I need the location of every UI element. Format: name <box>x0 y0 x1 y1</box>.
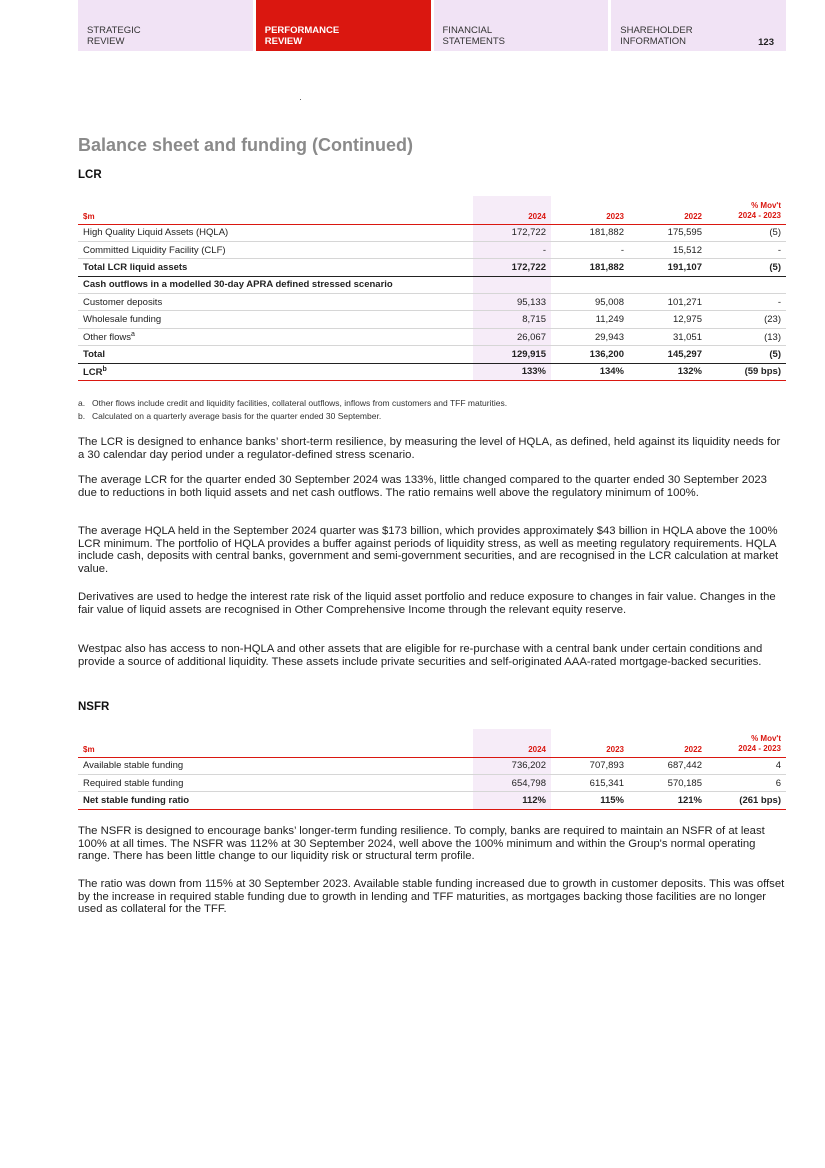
table-row-total-liquid-assets: Total LCR liquid assets 172,722 181,882 191,107 (5) <box>78 259 786 276</box>
lcr-table <box>78 196 786 381</box>
col-header-2022: 2022 <box>629 196 707 224</box>
table-row: Available stable funding 736,202 707,893 687,442 4 <box>78 757 786 774</box>
col-header-2023: 2023 <box>551 729 629 757</box>
table-row-nsfr: Net stable funding ratio 112% 115% 121% (261 bps) <box>78 792 786 809</box>
tab-financial-statements[interactable] <box>434 0 609 51</box>
tab-label: REVIEW <box>264 36 303 47</box>
table-row: Customer deposits 95,133 95,008 101,271 - <box>78 294 786 311</box>
tab-label: FINANCIAL <box>442 25 493 36</box>
table-row: Wholesale funding 8,715 11,249 12,975 (23) <box>78 311 786 328</box>
stray-dot <box>300 99 301 100</box>
table-row: Other flows$^a$ 26,067 29,943 31,051 (13) <box>78 328 786 345</box>
paragraph: Derivatives are used to hedge the interest rate risk of the liquid asset portfolio and reduce exposure to changes in fair value. Changes in the fair value of liquid assets are recognised in Other Comprehensive Income through the relevant equity reserve. <box>78 591 776 616</box>
nsfr-table <box>78 729 786 810</box>
table-row: High Quality Liquid Assets (HQLA) 172,722 181,882 175,595 (5) <box>78 224 786 241</box>
col-header-label: $m <box>78 729 473 757</box>
section-nav <box>78 0 786 51</box>
page-title: Balance sheet and funding (Continued) <box>78 135 414 155</box>
tab-label: REVIEW <box>87 36 125 47</box>
paragraph: The NSFR is designed to encourage banks’ longer-term funding resilience. To comply, banks are required to maintain an NSFR of at least 100% at all times. The NSFR was 112% at 30 September 2024, well above the 100% minimum and within the Group's normal operating range. There has been little change to our liquidity risk or structural term profile. <box>78 825 765 863</box>
table-row: Committed Liquidity Facility (CLF) - - 15,512 - <box>78 241 786 258</box>
col-header-2024: 2024 <box>473 729 551 757</box>
tab-label: STATEMENTS <box>442 36 505 47</box>
footnote-ref: b <box>102 365 107 373</box>
col-header-label: $m <box>78 196 473 224</box>
footnote-b: b. Calculated on a quarterly average basis for the quarter ended 30 September. <box>78 411 382 421</box>
table-row: Required stable funding 654,798 615,341 570,185 6 <box>78 774 786 791</box>
paragraph: Westpac also has access to non-HQLA and other assets that are eligible for re-purchase with a central bank under certain conditions and provide a source of additional liquidity. These assets include private securities and self-originated AAA-rated mortgage-backed securities. <box>78 643 763 668</box>
tab-label: PERFORMANCE <box>264 25 340 36</box>
table-section-row: Cash outflows in a modelled 30-day APRA defined stressed scenario <box>78 276 786 293</box>
tab-shareholder-information[interactable] <box>611 0 786 51</box>
tab-label: SHAREHOLDER <box>620 25 693 36</box>
col-header-movement: % Mov't 2024 - 2023 <box>707 729 786 757</box>
footnote-ref: a <box>131 330 135 338</box>
col-header-2022: 2022 <box>629 729 707 757</box>
paragraph: The LCR is designed to enhance banks’ short-term resilience, by measuring the level of HQLA, as defined, held against its liquidity needs for a 30 calendar day period under a regulator-defined stress scenario. <box>78 436 781 461</box>
tab-strategic-review[interactable] <box>78 0 253 51</box>
lcr-heading: LCR <box>78 169 102 181</box>
table-row-lcr: LCR$^b$ 133% 134% 132% (59 bps) <box>78 363 786 380</box>
col-header-2023: 2023 <box>551 196 629 224</box>
paragraph: The average LCR for the quarter ended 30 September 2024 was 133%, little changed compared to the quarter ended 30 September 2023 due to reductions in both liquid assets and net cash outflows. The ratio remains well above the regulatory minimum of 100%. <box>78 474 767 499</box>
col-header-2024: 2024 <box>473 196 551 224</box>
footnote-a: a. Other flows include credit and liquidity facilities, collateral outflows, inflows from customers and TFF maturities. <box>78 398 508 408</box>
paragraph: The ratio was down from 115% at 30 September 2023. Available stable funding increased due to growth in customer deposits. This was offset by the increase in required stable funding due to growth in lending and TFF maturities, as mortgages backing those facilities are no longer used as collateral for the TFF. <box>78 878 785 916</box>
tab-label: INFORMATION <box>620 36 687 47</box>
nsfr-heading: NSFR <box>78 701 110 713</box>
tab-label: STRATEGIC <box>87 25 141 36</box>
page-number: 123 <box>758 37 774 48</box>
table-row-total: Total 129,915 136,200 145,297 (5) <box>78 346 786 363</box>
col-header-movement: % Mov't 2024 - 2023 <box>707 196 786 224</box>
tab-performance-review[interactable] <box>256 0 431 51</box>
paragraph: The average HQLA held in the September 2024 quarter was $173 billion, which provides approximately $43 billion in HQLA above the 100% LCR minimum. The portfolio of HQLA provides a buffer against periods of liquidity stress, as well as meeting regulatory requirements. HQLA include cash, deposits with central banks, government and semi-government securities, and are recognised in the LCR calculation at market value. <box>78 525 779 575</box>
